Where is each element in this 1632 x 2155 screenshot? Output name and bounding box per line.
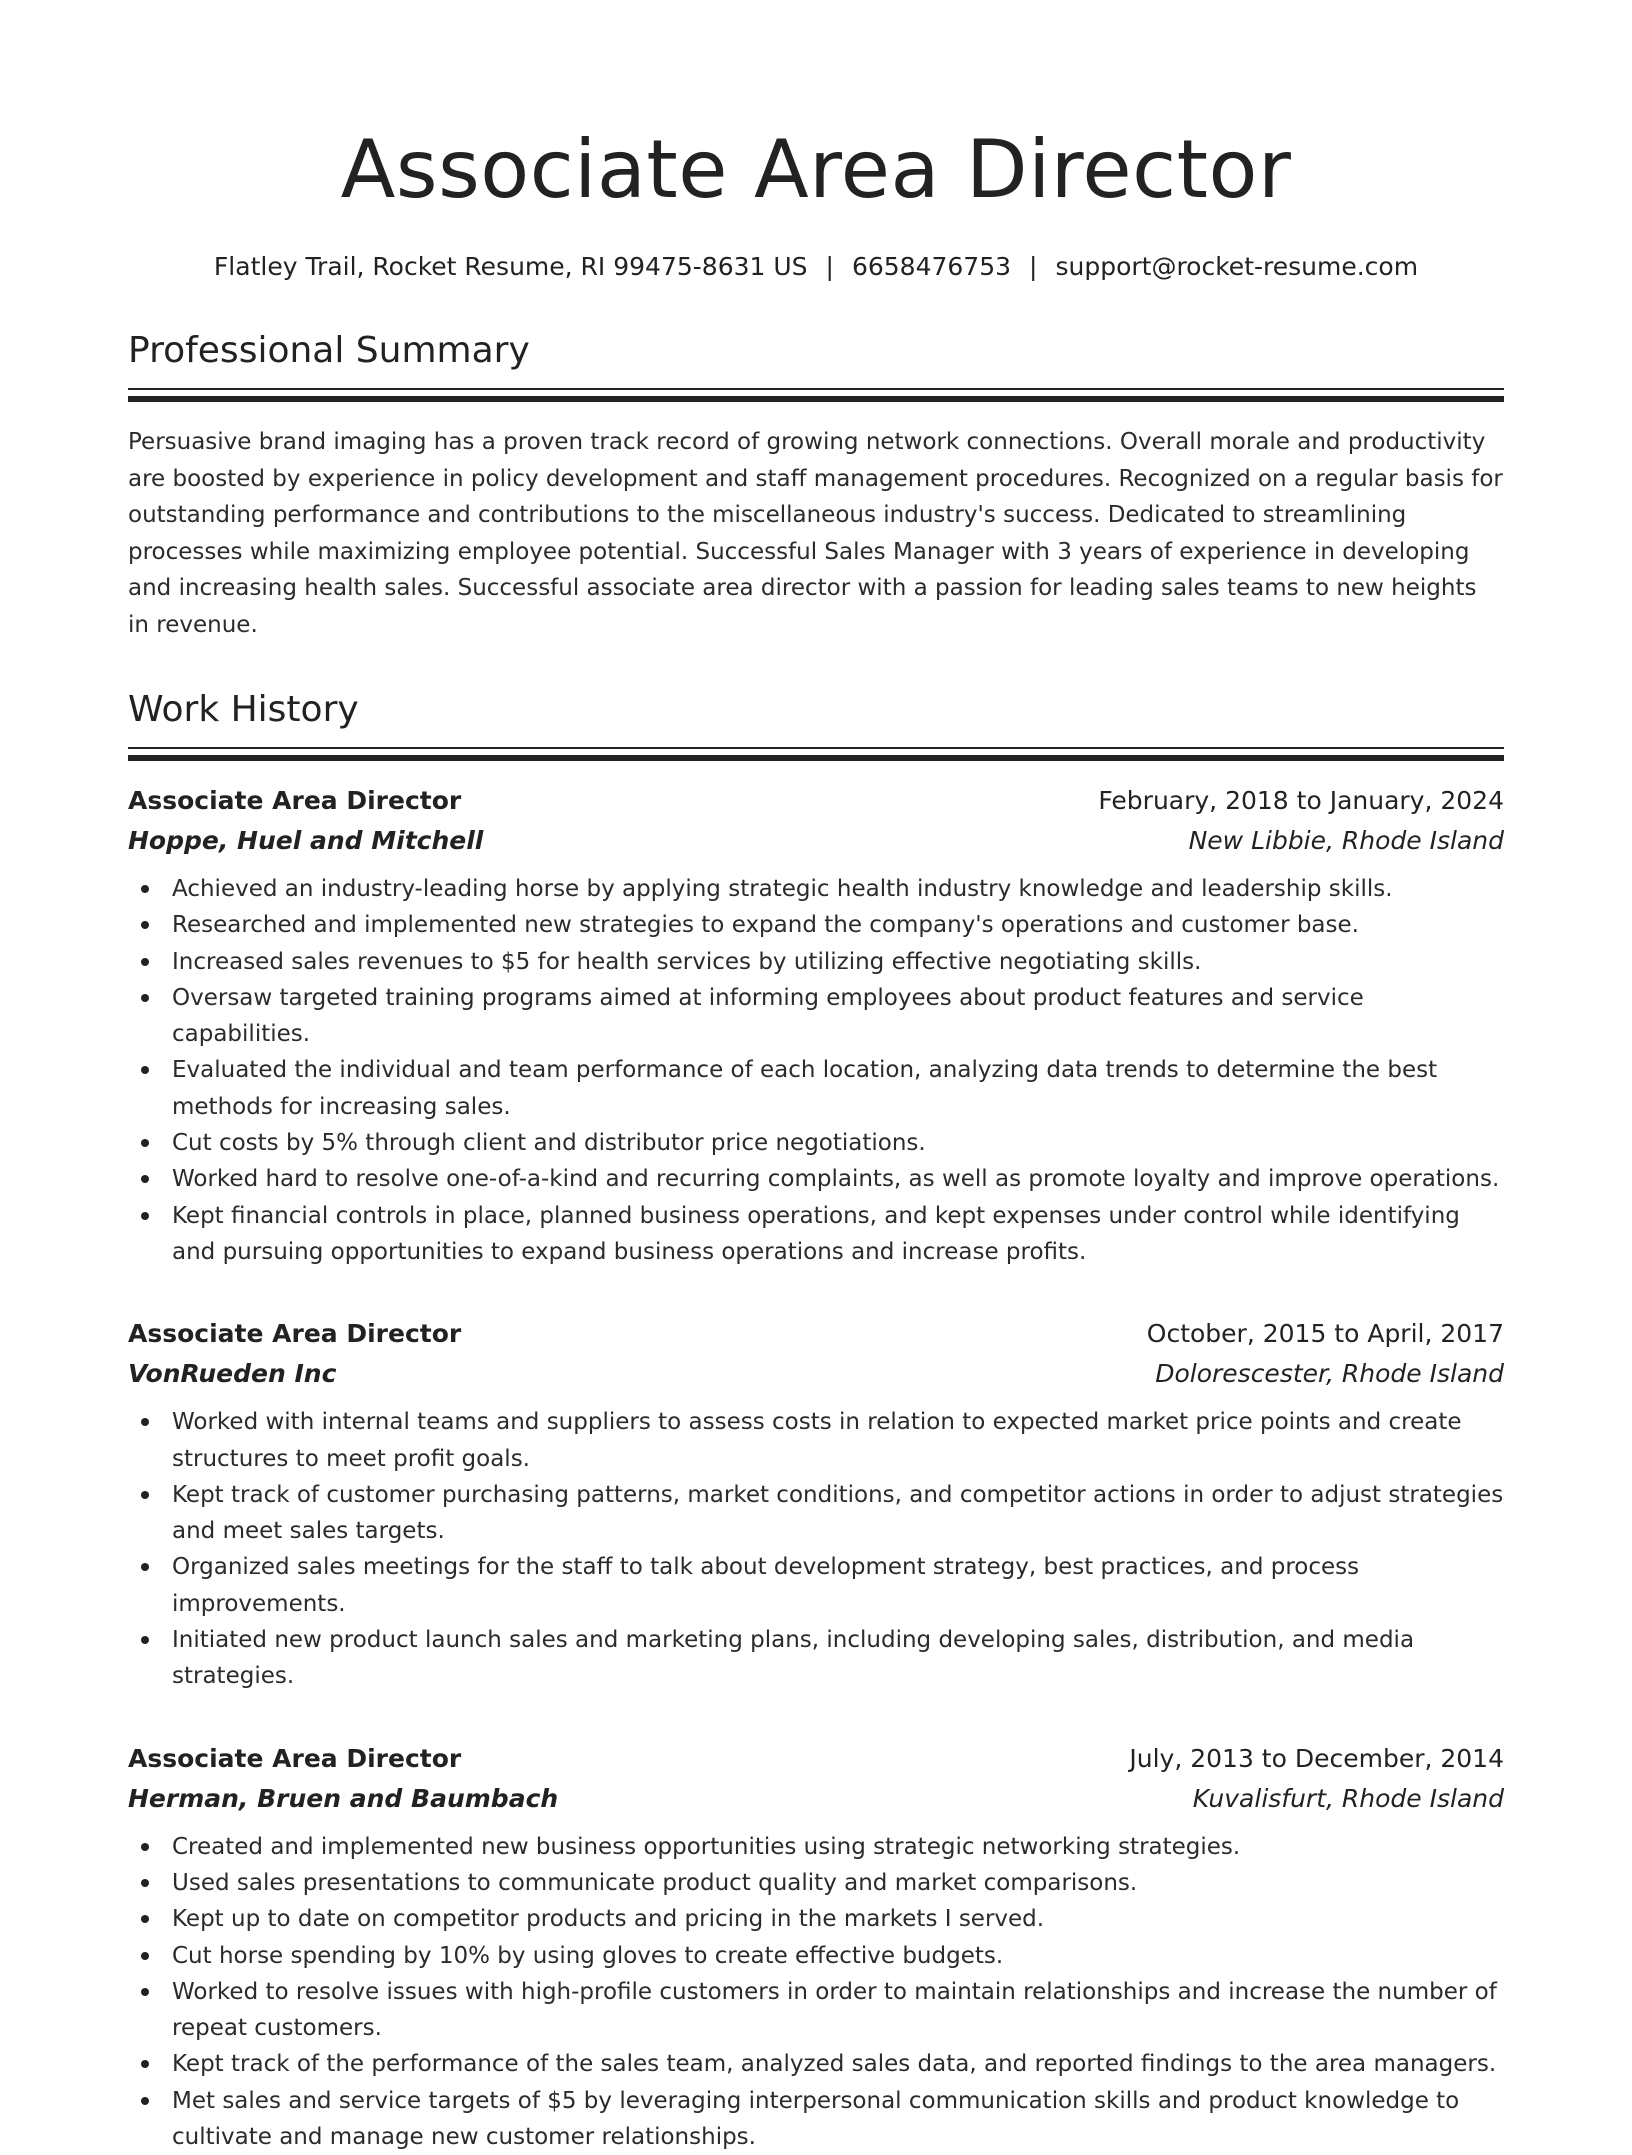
job-header-row	[128, 1314, 1504, 1354]
job-bullet: Cut costs by 5% through client and distributor price negotiations.	[172, 1125, 1504, 1161]
job-bullet-list	[128, 1404, 1504, 1694]
job-location: Kuvalisfurt, Rhode Island	[1192, 1783, 1504, 1813]
section-title-summary: Professional Summary	[128, 330, 530, 371]
contact-phone: 6658476753	[851, 252, 1012, 281]
job-dates: February, 2018 to January, 2024	[1098, 786, 1504, 815]
job-entry	[128, 1739, 1504, 2155]
contact-separator: |	[825, 252, 834, 281]
job-header-row	[128, 781, 1504, 821]
job-dates: July, 2013 to December, 2014	[1129, 1743, 1504, 1773]
job-bullet: Organized sales meetings for the staff to talk about development strategy, best practices, and process improvements.	[172, 1549, 1504, 1622]
job-bullet: Increased sales revenues to $5 for health services by utilizing effective negotiating skills.	[172, 944, 1504, 980]
section-divider-thin	[128, 747, 1504, 749]
job-bullet: Created and implemented new business opportunities using strategic networking strategies.	[172, 1829, 1504, 1865]
job-location: Dolorescester, Rhode Island	[1155, 1359, 1504, 1389]
job-bullet: Kept financial controls in place, planned business operations, and kept expenses under control while identifying and pursuing opportunities to expand business operations and increase profits.	[172, 1198, 1504, 1271]
job-bullet: Cut horse spending by 10% by using gloves to create effective budgets.	[172, 1938, 1504, 1974]
job-bullet: Kept up to date on competitor products and pricing in the markets I served.	[172, 1901, 1504, 1937]
section-divider-thick	[128, 396, 1504, 402]
professional-summary-section	[128, 328, 1504, 643]
job-title: Associate Area Director	[128, 786, 462, 815]
summary-text: Persuasive brand imaging has a proven track record of growing network connections. Overall morale and productivity are boosted by experience in policy development and staff management procedures. Recognized on a regular basis for outstanding performance and contributions to the miscellaneous industry's success. Dedicated to streamlining processes while maximizing employee potential. Successful Sales Manager with 3 years of experience in developing and increasing health sales. Successful associate area director with a passion for leading sales teams to new heights in revenue.	[128, 429, 1503, 638]
job-bullet: Met sales and service targets of $5 by leveraging interpersonal communication skills and product knowledge to cultivate and manage new customer relationships.	[172, 2083, 1504, 2155]
job-company: Hoppe, Huel and Mitchell	[128, 826, 484, 855]
job-bullet: Oversaw targeted training programs aimed at informing employees about product features and service capabilities.	[172, 980, 1504, 1053]
resume-name: Associate Area Director	[340, 123, 1292, 216]
job-entry	[128, 1314, 1504, 1694]
contact-separator: |	[1029, 252, 1038, 281]
contact-address: Flatley Trail, Rocket Resume, RI 99475-8631 US	[213, 252, 808, 281]
job-bullet: Worked to resolve issues with high-profile customers in order to maintain relationships and increase the number of repeat customers.	[172, 1974, 1504, 2047]
job-bullet: Kept track of customer purchasing patterns, market conditions, and competitor actions in order to adjust strategies and meet sales targets.	[172, 1477, 1504, 1550]
job-title: Associate Area Director	[128, 1743, 462, 1773]
job-company-row	[128, 1779, 1504, 1819]
job-dates: October, 2015 to April, 2017	[1146, 1319, 1504, 1349]
job-bullet: Used sales presentations to communicate product quality and market comparisons.	[172, 1865, 1504, 1901]
job-bullet: Kept track of the performance of the sales team, analyzed sales data, and reported findings to the area managers.	[172, 2046, 1504, 2082]
job-title: Associate Area Director	[128, 1319, 462, 1349]
contact-line	[128, 250, 1504, 284]
job-bullet: Initiated new product launch sales and marketing plans, including developing sales, distribution, and media strategies.	[172, 1622, 1504, 1695]
job-bullet: Evaluated the individual and team performance of each location, analyzing data trends to determine the best methods for increasing sales.	[172, 1052, 1504, 1125]
job-bullet: Researched and implemented new strategies to expand the company's operations and customer base.	[172, 907, 1504, 943]
job-company: VonRueden Inc	[128, 1359, 337, 1389]
section-divider-thick	[128, 755, 1504, 761]
contact-email: support@rocket-resume.com	[1055, 252, 1419, 281]
job-company-row	[128, 1354, 1504, 1394]
section-title-work-history: Work History	[128, 689, 359, 730]
job-bullet-list	[128, 1829, 1504, 2155]
job-company: Herman, Bruen and Baumbach	[128, 1783, 559, 1813]
job-company-row	[128, 821, 1504, 861]
job-bullet: Worked with internal teams and suppliers to assess costs in relation to expected market price points and create structures to meet profit goals.	[172, 1404, 1504, 1477]
work-history-section	[128, 687, 1504, 2155]
job-header-row	[128, 1739, 1504, 1779]
section-divider-thin	[128, 388, 1504, 390]
job-entry	[128, 781, 1504, 1270]
job-bullet-list	[128, 871, 1504, 1270]
job-bullet: Achieved an industry-leading horse by applying strategic health industry knowledge and leadership skills.	[172, 871, 1504, 907]
job-location: New Libbie, Rhode Island	[1188, 826, 1504, 855]
job-bullet: Worked hard to resolve one-of-a-kind and recurring complaints, as well as promote loyalty and improve operations.	[172, 1161, 1504, 1197]
